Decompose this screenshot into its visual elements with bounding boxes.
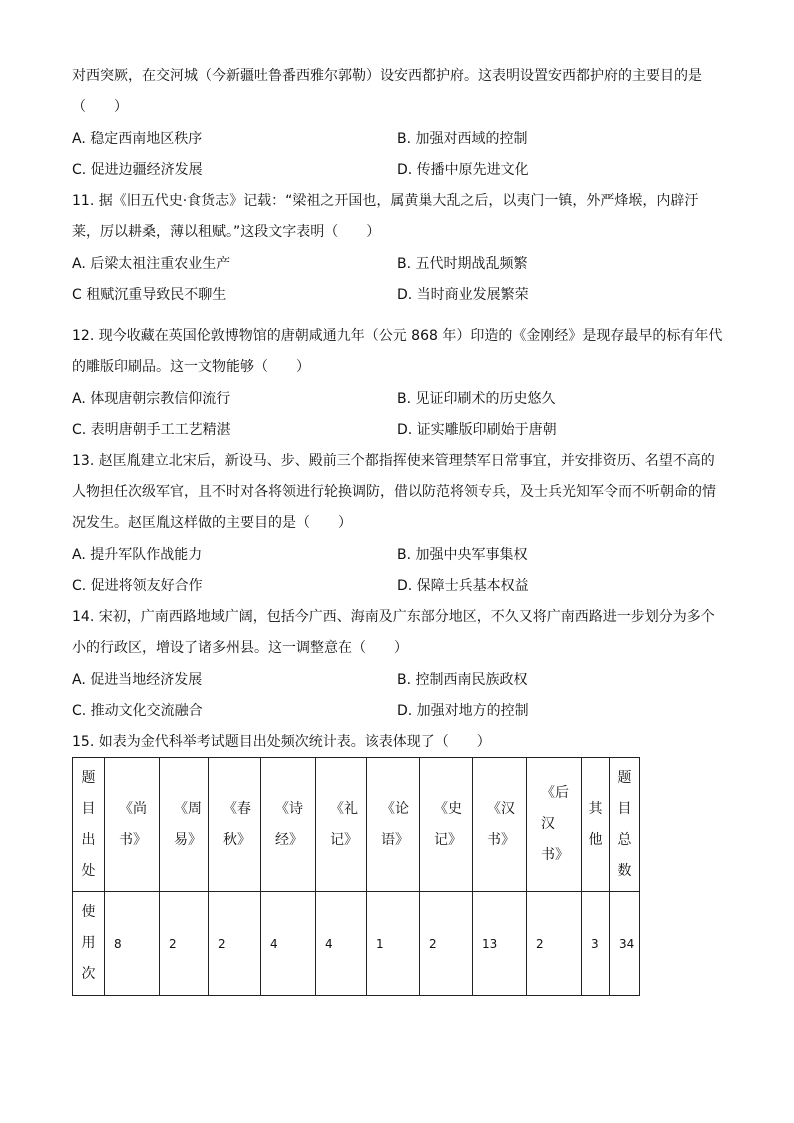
- column-header-shiji: [420, 758, 473, 892]
- q13-stem-line-3: 况发生。赵匡胤这样做的主要目的是（ ）: [72, 515, 352, 531]
- table-header-row: [73, 758, 640, 892]
- header-char: 易》: [174, 831, 202, 848]
- q13-stem-line-2: 人物担任次级军官，且不时对各将领进行轮换调防，借以防范将领专兵，及士兵光知军令而不听朝命的情: [72, 484, 716, 500]
- q14-option-d[interactable]: D. 加强对地方的控制: [397, 703, 529, 719]
- header-char: 出: [81, 831, 96, 848]
- header-char: 目: [617, 800, 632, 817]
- column-header-chunqiu: [209, 758, 261, 892]
- header-char: 总: [617, 831, 632, 848]
- column-header-shangshu: [105, 758, 160, 892]
- header-char: 经》: [275, 831, 303, 848]
- q14-stem-line-2: 小的行政区，增设了诸多州县。这一调整意在（ ）: [72, 640, 408, 656]
- keju-source-frequency-table: [72, 757, 640, 996]
- q10-option-d[interactable]: D. 传播中原先进文化: [397, 162, 529, 178]
- q13-stem-line-1: 13. 赵匡胤建立北宋后，新设马、步、殿前三个都指挥使来管理禁军日常事宜，并安排资历、名望不高的: [72, 453, 715, 469]
- header-char: 汉: [541, 816, 555, 832]
- header-char: 《论: [381, 800, 409, 817]
- header-char: 书》: [487, 831, 515, 848]
- q10-stem-line-1: 对西突厥，在交河城（今新疆吐鲁番西雅尔郭勒）设安西都护府。这表明设置安西都护府的主要目的是: [72, 68, 702, 84]
- header-char: 数: [617, 862, 632, 879]
- header-char: 《尚: [119, 800, 147, 817]
- q13-option-c[interactable]: C. 促进将领友好合作: [72, 578, 203, 594]
- table-count-row: [73, 892, 640, 996]
- q15-stem: 15. 如表为金代科举考试题目出处频次统计表。该表体现了（ ）: [72, 734, 491, 750]
- header-char: 记》: [330, 831, 358, 848]
- count-cell: 8: [105, 892, 160, 996]
- header-char: 题: [81, 769, 96, 786]
- header-char: 处: [81, 862, 96, 879]
- q10-option-b[interactable]: B. 加强对西域的控制: [397, 131, 528, 147]
- header-char: 《后: [541, 785, 569, 801]
- header-char: 次: [81, 966, 96, 982]
- count-cell: 34: [610, 892, 640, 996]
- q13-option-d[interactable]: D. 保障士兵基本权益: [397, 578, 529, 594]
- q11-stem-line-2: 莱，厉以耕桑，薄以租赋。”这段文字表明（ ）: [72, 224, 381, 240]
- row-header-source: [73, 758, 105, 892]
- q12-stem-line-2: 的雕版印刷品。这一文物能够（ ）: [72, 359, 310, 375]
- count-cell: 4: [261, 892, 316, 996]
- header-char: 目: [81, 800, 96, 817]
- q12-option-d[interactable]: D. 证实雕版印刷始于唐朝: [397, 422, 557, 438]
- count-cell: 2: [160, 892, 209, 996]
- header-char: 秋》: [223, 831, 251, 848]
- column-header-liji: [316, 758, 367, 892]
- count-cell: 2: [527, 892, 582, 996]
- q11-option-b[interactable]: B. 五代时期战乱频繁: [397, 256, 528, 272]
- count-cell: 4: [316, 892, 367, 996]
- header-char: 使: [81, 904, 96, 920]
- header-char: 其: [588, 800, 603, 817]
- count-cell: 2: [209, 892, 261, 996]
- q14-stem-line-1: 14. 宋初，广南西路地域广阔，包括今广西、海南及广东部分地区，不久又将广南西路进一步划分为多个: [72, 609, 715, 625]
- header-char: 题: [617, 769, 632, 786]
- column-header-zhouyi: [160, 758, 209, 892]
- q10-stem-line-2: （ ）: [72, 99, 128, 115]
- q13-option-a[interactable]: A. 提升军队作战能力: [72, 547, 203, 563]
- q13-option-b[interactable]: B. 加强中央军事集权: [397, 547, 528, 563]
- header-char: 《史: [434, 800, 462, 817]
- column-header-other: [582, 758, 610, 892]
- q11-option-a[interactable]: A. 后梁太祖注重农业生产: [72, 256, 231, 272]
- header-char: 语》: [381, 831, 409, 848]
- q12-option-b[interactable]: B. 见证印刷术的历史悠久: [397, 391, 556, 407]
- q12-stem-line-1: 12. 现今收藏在英国伦敦博物馆的唐朝咸通九年（公元 868 年）印造的《金刚经》是现存最早的标有年代: [72, 328, 723, 344]
- column-header-shijing: [261, 758, 316, 892]
- q14-option-a[interactable]: A. 促进当地经济发展: [72, 672, 203, 688]
- q14-option-b[interactable]: B. 控制西南民族政权: [397, 672, 528, 688]
- count-cell: 3: [582, 892, 610, 996]
- q12-option-c[interactable]: C. 表明唐朝手工工艺精湛: [72, 422, 231, 438]
- q12-option-a[interactable]: A. 体现唐朝宗教信仰流行: [72, 391, 231, 407]
- header-char: 《诗: [275, 800, 303, 817]
- q11-option-d[interactable]: D. 当时商业发展繁荣: [397, 287, 529, 303]
- header-char: 《礼: [330, 800, 358, 817]
- q11-option-c[interactable]: C 租赋沉重导致民不聊生: [72, 287, 227, 303]
- column-header-hanshu: [473, 758, 527, 892]
- header-char: 《春: [223, 800, 251, 817]
- header-char: 他: [588, 831, 603, 848]
- column-header-lunyu: [367, 758, 420, 892]
- q14-option-c[interactable]: C. 推动文化交流融合: [72, 703, 203, 719]
- count-cell: 1: [367, 892, 420, 996]
- header-char: 用: [81, 935, 96, 951]
- count-cell: 2: [420, 892, 473, 996]
- q10-option-c[interactable]: C. 促进边疆经济发展: [72, 162, 203, 178]
- row-header-usage: [73, 892, 105, 996]
- column-header-total: [610, 758, 640, 892]
- header-char: 记》: [434, 831, 462, 848]
- q10-option-a[interactable]: A. 稳定西南地区秩序: [72, 131, 203, 147]
- q11-stem-line-1: 11. 据《旧五代史·食货志》记载：“梁祖之开国也，属黄巢大乱之后，以夷门一镇，外严烽堠，内辟汙: [72, 193, 699, 209]
- header-char: 书》: [541, 847, 569, 863]
- header-char: 《汉: [487, 800, 515, 817]
- column-header-houhanshu: [527, 758, 582, 892]
- header-char: 《周: [174, 800, 202, 817]
- count-cell: 13: [473, 892, 527, 996]
- header-char: 书》: [119, 831, 147, 848]
